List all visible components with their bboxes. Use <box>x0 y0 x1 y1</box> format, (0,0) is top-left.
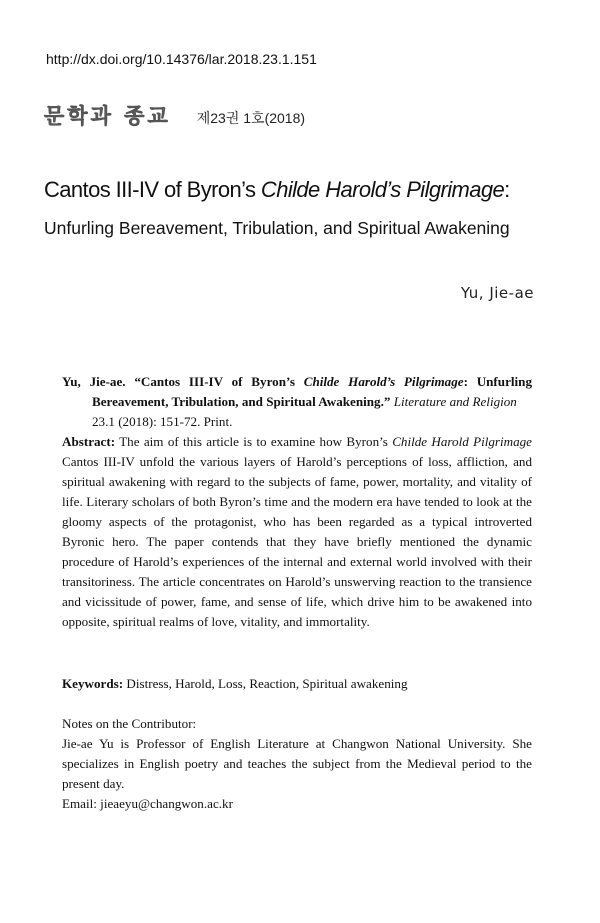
citation-bold-start: Yu, Jie-ae. “Cantos III-IV of Byron’s <box>62 374 304 389</box>
citation-line2 <box>62 392 532 432</box>
author-name: Yu, Jie-ae <box>460 284 534 302</box>
notes-bio: Jie-ae Yu is Professor of English Literature at Changwon National University. She specializes in English poetry and teaches the subject from the Medieval period to the present day. <box>62 736 532 791</box>
journal-header <box>44 100 305 130</box>
citation-bold-end: : Unfurling <box>463 374 532 389</box>
citation-journal: Literature and Religion <box>393 394 517 409</box>
journal-logo: 문학과 종교 <box>44 104 171 128</box>
abstract-part2: Cantos III-IV unfold the various layers of Harold’s perceptions of loss, affliction, and spiritual awakening with regard to the subjects of fame, power, mortality, and vitality of life. Literary scholars of both Byron’s time and the modern era have tended to look at the gloomy aspects of the protagonist, who has been regarded as a typical introverted Byronic hero. The paper contends that they have briefly mentioned the dynamic procedure of Harold’s experiences of the internal and external world involved with their transitoriness. The article concentrates on Harold’s unswerving reaction to the transience and vicissitude of power, fame, and sense of life, which drive him to be awakened into opposite, spiritual realms of love, vitality, and immortality. <box>62 454 532 629</box>
abstract-part1: The aim of this article is to examine how Byron’s <box>119 434 393 449</box>
citation-details: 23.1 (2018): 151-72. Print. <box>92 414 233 429</box>
keywords <box>62 674 532 694</box>
abstract-label: Abstract: <box>62 434 116 449</box>
abstract-italic: Childe Harold Pilgrimage <box>392 434 532 449</box>
article-title <box>44 177 510 203</box>
title-italic: Childe Harold’s Pilgrimage <box>260 177 505 202</box>
title-prefix: Cantos III-IV of Byron’s <box>44 177 261 202</box>
title-suffix: : <box>504 177 510 202</box>
article-subtitle: Unfurling Bereavement, Tribulation, and Spiritual Awakening <box>44 218 510 238</box>
citation-line1 <box>62 372 532 392</box>
doi-link[interactable]: http://dx.doi.org/10.14376/lar.2018.23.1.151 <box>46 51 317 67</box>
keywords-label: Keywords: <box>62 676 124 691</box>
citation-bold-line2: Bereavement, Tribulation, and Spiritual Awakening.” <box>92 394 391 409</box>
citation <box>62 372 532 432</box>
keywords-value: Distress, Harold, Loss, Reaction, Spiritual awakening <box>126 676 408 691</box>
citation-italic-title: Childe Harold’s Pilgrimage <box>303 374 464 389</box>
notes-email[interactable]: Email: jieaeyu@changwon.ac.kr <box>62 796 233 811</box>
abstract <box>62 432 532 632</box>
notes-heading: Notes on the Contributor: <box>62 716 197 731</box>
contributor-notes <box>62 714 532 814</box>
journal-issue: 제23권 1호(2018) <box>196 110 306 126</box>
